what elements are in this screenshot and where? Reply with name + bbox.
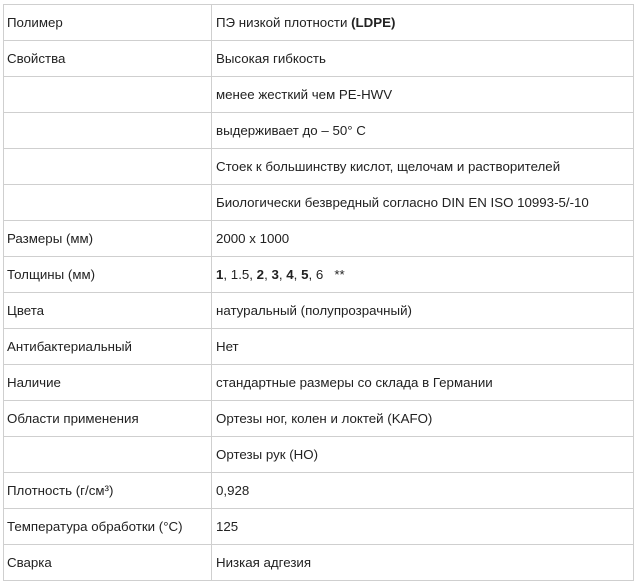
row-value-density: 0,928: [212, 473, 634, 509]
table-row: [4, 113, 634, 149]
row-label-empty: [4, 185, 212, 221]
polymer-name-text: ПЭ низкой плотности: [216, 14, 352, 30]
table-row: [4, 365, 634, 401]
row-value-dimensions: 2000 х 1000: [212, 221, 634, 257]
row-value-polymer: [212, 5, 634, 41]
row-label-applications: Области применения: [4, 401, 212, 437]
table-row: [4, 401, 634, 437]
row-value-application-ho: Ортезы рук (HO): [212, 437, 634, 473]
thickness-separator: , 6 **: [308, 266, 345, 282]
row-label-dimensions: Размеры (мм): [4, 221, 212, 257]
row-value-chemical-resistance: Стоек к большинству кислот, щелочам и растворителей: [212, 149, 634, 185]
row-value-temperature-resistance: выдерживает до – 50° C: [212, 113, 634, 149]
row-label-empty: [4, 77, 212, 113]
row-value-processing-temperature: 125: [212, 509, 634, 545]
row-label-polymer: Полимер: [4, 5, 212, 41]
row-label-antibacterial: Антибактериальный: [4, 329, 212, 365]
thickness-3: 3: [271, 266, 279, 282]
row-label-empty: [4, 437, 212, 473]
table-row: [4, 185, 634, 221]
row-label-colors: Цвета: [4, 293, 212, 329]
table-row: [4, 437, 634, 473]
row-value-availability: стандартные размеры со склада в Германии: [212, 365, 634, 401]
thickness-1: 1: [216, 266, 224, 282]
table-row: [4, 473, 634, 509]
table-row: [4, 329, 634, 365]
row-label-empty: [4, 149, 212, 185]
row-value-thickness: [212, 257, 634, 293]
thickness-separator: ,: [293, 266, 302, 282]
thickness-separator: ,: [278, 266, 287, 282]
thickness-separator: , 1.5,: [223, 266, 257, 282]
thickness-5: 5: [301, 266, 309, 282]
thickness-4: 4: [286, 266, 294, 282]
table-row: [4, 545, 634, 581]
row-label-processing-temperature: Температура обработки (°С): [4, 509, 212, 545]
table-row: [4, 509, 634, 545]
row-label-thickness: Толщины (мм): [4, 257, 212, 293]
table-row: [4, 293, 634, 329]
table-row: [4, 221, 634, 257]
row-value-welding: Низкая адгезия: [212, 545, 634, 581]
row-value-flexibility: Высокая гибкость: [212, 41, 634, 77]
row-value-antibacterial: Нет: [212, 329, 634, 365]
row-label-availability: Наличие: [4, 365, 212, 401]
row-value-colors: натуральный (полупрозрачный): [212, 293, 634, 329]
row-label-density: Плотность (г/см³): [4, 473, 212, 509]
specifications-table: [3, 4, 634, 581]
thickness-2: 2: [256, 266, 265, 282]
row-label-empty: [4, 113, 212, 149]
table-row: [4, 41, 634, 77]
thickness-separator: ,: [264, 266, 272, 282]
table-row: [4, 149, 634, 185]
row-value-application-kafo: Ортезы ног, колен и локтей (KAFO): [212, 401, 634, 437]
table-row: [4, 77, 634, 113]
polymer-code-text: (LDPE): [351, 14, 396, 30]
row-value-biocompatibility: Биологически безвредный согласно DIN EN ISO 10993-5/-10: [212, 185, 634, 221]
table-row: [4, 5, 634, 41]
table-row: [4, 257, 634, 293]
row-label-welding: Сварка: [4, 545, 212, 581]
row-label-properties: Свойства: [4, 41, 212, 77]
row-value-stiffness: менее жесткий чем PE-HWV: [212, 77, 634, 113]
